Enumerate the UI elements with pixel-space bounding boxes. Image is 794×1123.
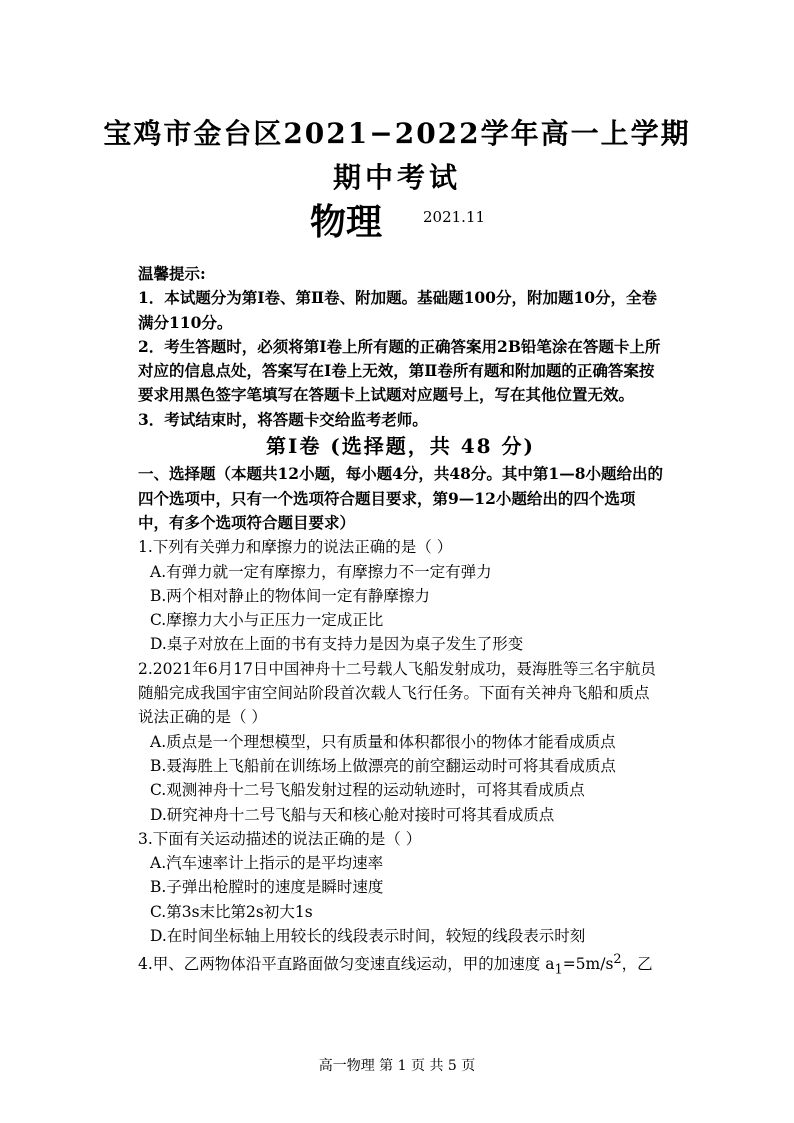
subscript: 1	[554, 962, 563, 978]
question-stem-text: =5m/s	[562, 955, 614, 974]
section-instruction: 一、选择题（本题共12小题，每小题4分，共48分。其中第1—8小题给出的四个选项中，只有一个选项符合题目要求，第9—12小题给出的四个选项中，有多个选项符合题目要求）	[138, 464, 663, 532]
question-option: C.观测神舟十二号飞船发射过程的运动轨迹时，可将其看成质点	[150, 781, 585, 800]
exam-date: 2021.11	[423, 208, 486, 226]
question-option: D.桌子对放在上面的书有支持力是因为桌子发生了形变	[150, 635, 524, 654]
question-option: B.子弹出枪膛时的速度是瞬时速度	[150, 878, 384, 897]
superscript: 2	[613, 952, 622, 968]
question-option: D.研究神舟十二号飞船与天和核心舱对接时可将其看成质点	[150, 805, 555, 824]
question-option: A.汽车速率计上指示的是平均速率	[150, 854, 384, 873]
question-stem-text: 4.甲、乙两物体沿平直路面做匀变速直线运动，甲的加速度 a	[138, 955, 555, 974]
question-stem: 2.2021年6月17日中国神舟十二号载人飞船发射成功，聂海胜等三名宇航员随船完成我国宇宙空间站阶段首次载人飞行任务。下面有关神舟飞船和质点说法正确的是（ ）	[138, 659, 656, 727]
exam-title-line2: 期中考试	[332, 161, 461, 194]
page-footer: 高一物理 第 1 页 共 5 页	[318, 1058, 476, 1074]
question-stem: 3.下面有关运动描述的说法正确的是（ ）	[138, 829, 422, 848]
question-option: B.两个相对静止的物体间一定有静摩擦力	[150, 586, 430, 605]
question-stem	[138, 948, 663, 983]
question-stem: 1.下列有关弹力和摩擦力的说法正确的是（ ）	[138, 538, 453, 557]
question-option: B.聂海胜上飞船前在训练场上做漂亮的前空翻运动时可将其看成质点	[150, 756, 616, 775]
question-option: A.有弹力就一定有摩擦力，有摩擦力不一定有弹力	[150, 562, 492, 581]
question-stem-text: ，乙	[621, 955, 653, 974]
notice-heading: 温馨提示:	[138, 264, 206, 283]
question-option: A.质点是一个理想模型，只有质量和体积都很小的物体才能看成质点	[150, 732, 616, 751]
notice-item: 3．考试结束时，将答题卡交给监考老师。	[138, 409, 428, 429]
exam-content	[138, 262, 663, 983]
notice-item: 1．本试题分为第Ⅰ卷、第Ⅱ卷、附加题。基础题100分，附加题10分，全卷满分110分。	[138, 288, 658, 332]
question-option: C.第3s末比第2s初大1s	[150, 902, 313, 921]
notice-item: 2．考生答题时，必须将第Ⅰ卷上所有题的正确答案用2B铅笔涂在答题卡上所对应的信息点处，答案写在Ⅰ卷上无效，第Ⅱ卷所有题和附加题的正确答案按要求用黑色签字笔填写在答题卡上试题对应题号上，写在其他位置无效。	[138, 336, 661, 405]
exam-title-line1: 宝鸡市金台区2021−2022学年高一上学期	[103, 117, 691, 150]
question-option: C.摩擦力大小与正压力一定成正比	[150, 611, 384, 630]
question-option: D.在时间坐标轴上用较长的线段表示时间，较短的线段表示时刻	[150, 927, 586, 946]
subject-title: 物理	[310, 202, 383, 243]
section-title: 第Ⅰ卷 (选择题，共 48 分)	[265, 434, 535, 459]
